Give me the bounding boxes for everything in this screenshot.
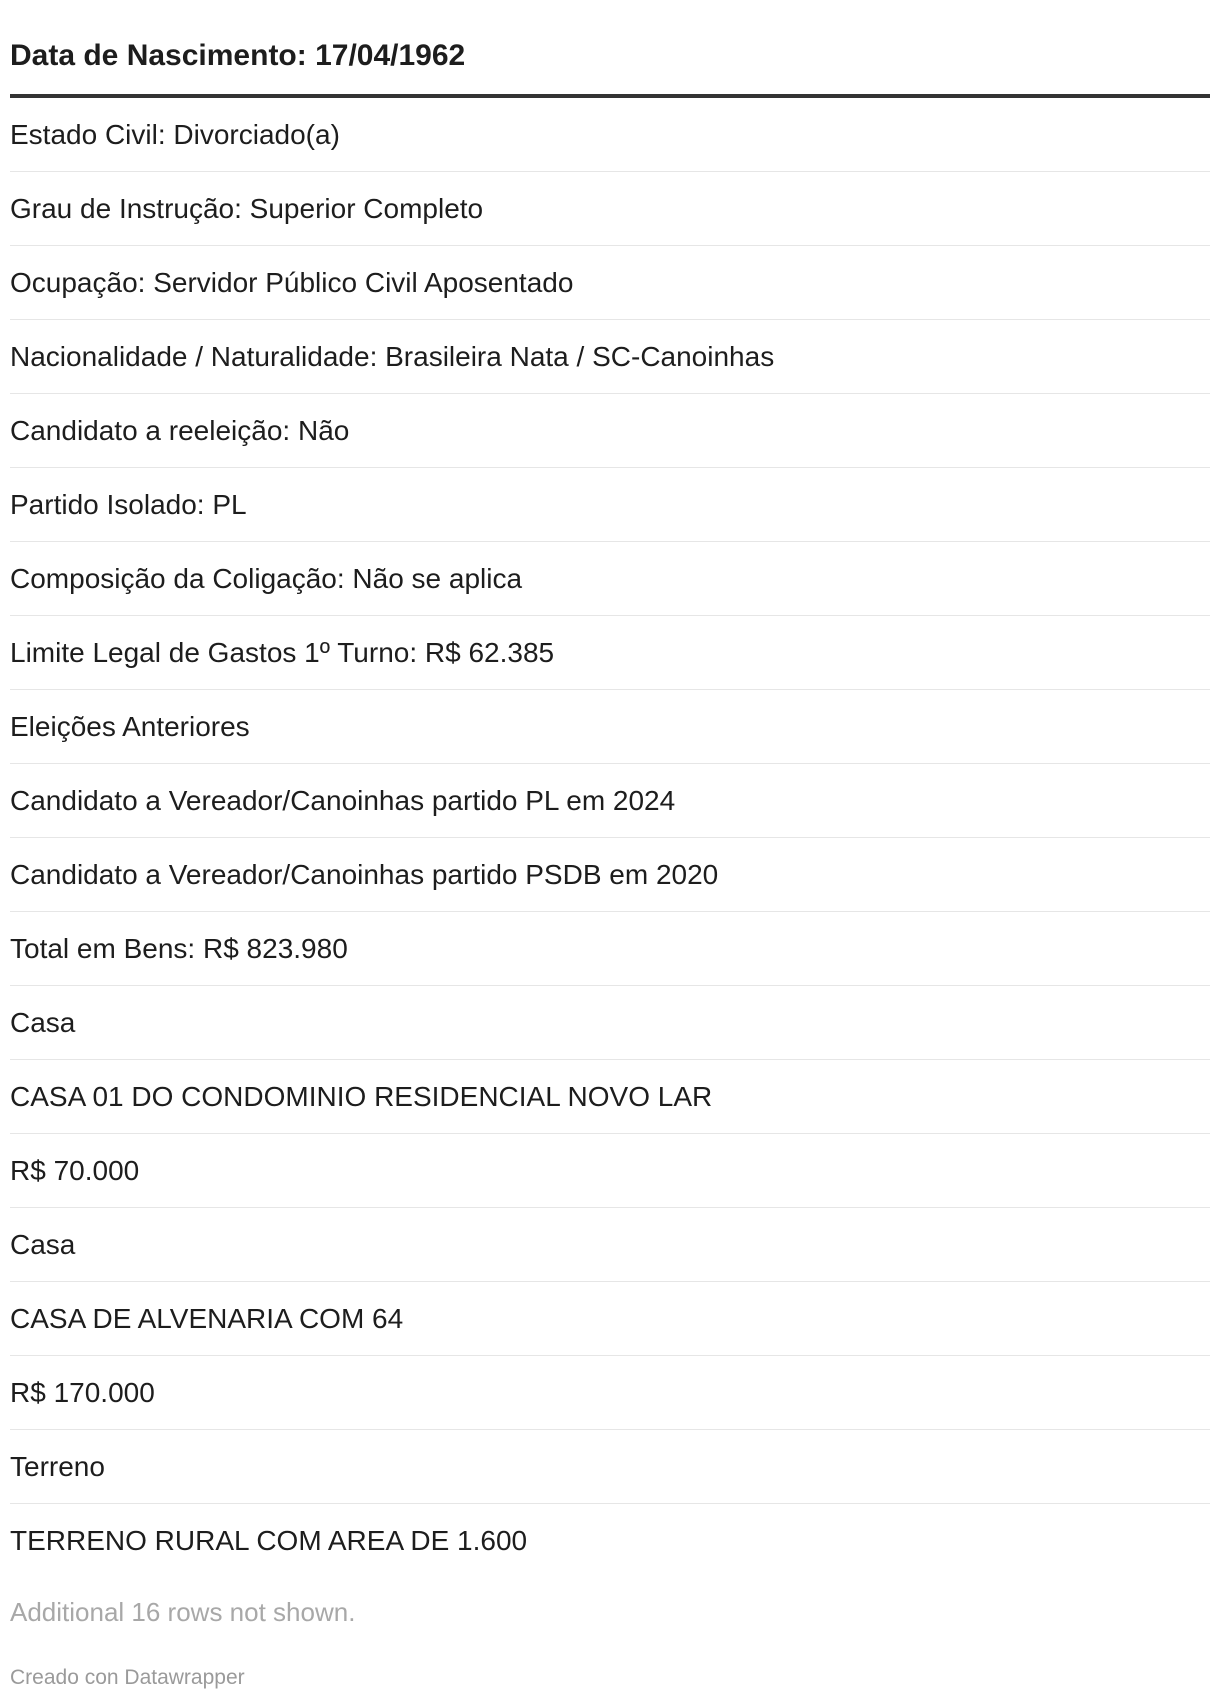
header-label: Data de Nascimento: 17/04/1962 xyxy=(10,39,466,72)
table-row: Limite Legal de Gastos 1º Turno: R$ 62.385 xyxy=(10,616,1210,690)
table-row: Eleições Anteriores xyxy=(10,690,1210,764)
table-row: Ocupação: Servidor Público Civil Aposentado xyxy=(10,246,1210,320)
table-row: Nacionalidade / Naturalidade: Brasileira Nata / SC-Canoinhas xyxy=(10,320,1210,394)
table-row: Casa xyxy=(10,986,1210,1060)
table-row: Casa xyxy=(10,1208,1210,1282)
table-row: TERRENO RURAL COM AREA DE 1.600 xyxy=(10,1525,528,1556)
table-row: R$ 170.000 xyxy=(10,1356,1210,1430)
table-row: Candidato a reeleição: Não xyxy=(10,394,1210,468)
table-row: Composição da Coligação: Não se aplica xyxy=(10,542,1210,616)
table-row: Estado Civil: Divorciado(a) xyxy=(10,98,1210,172)
table-header xyxy=(10,0,1210,98)
table-row: Candidato a Vereador/Canoinhas partido PSDB em 2020 xyxy=(10,838,1210,912)
table-row: R$ 70.000 xyxy=(10,1134,1210,1208)
table-row: Candidato a Vereador/Canoinhas partido PL em 2024 xyxy=(10,764,1210,838)
table-body xyxy=(10,98,1210,1578)
table-row: Total em Bens: R$ 823.980 xyxy=(10,912,1210,986)
table-row: CASA DE ALVENARIA COM 64 xyxy=(10,1282,1210,1356)
table-row: Partido Isolado: PL xyxy=(10,468,1210,542)
data-table xyxy=(10,0,1210,1578)
table-row: CASA 01 DO CONDOMINIO RESIDENCIAL NOVO LAR xyxy=(10,1060,1210,1134)
footer-credit: Creado con Datawrapper xyxy=(10,1666,245,1689)
table-row: Terreno xyxy=(10,1430,1210,1504)
table-notes: Additional 16 rows not shown. xyxy=(10,1597,356,1627)
table-row: Grau de Instrução: Superior Completo xyxy=(10,172,1210,246)
